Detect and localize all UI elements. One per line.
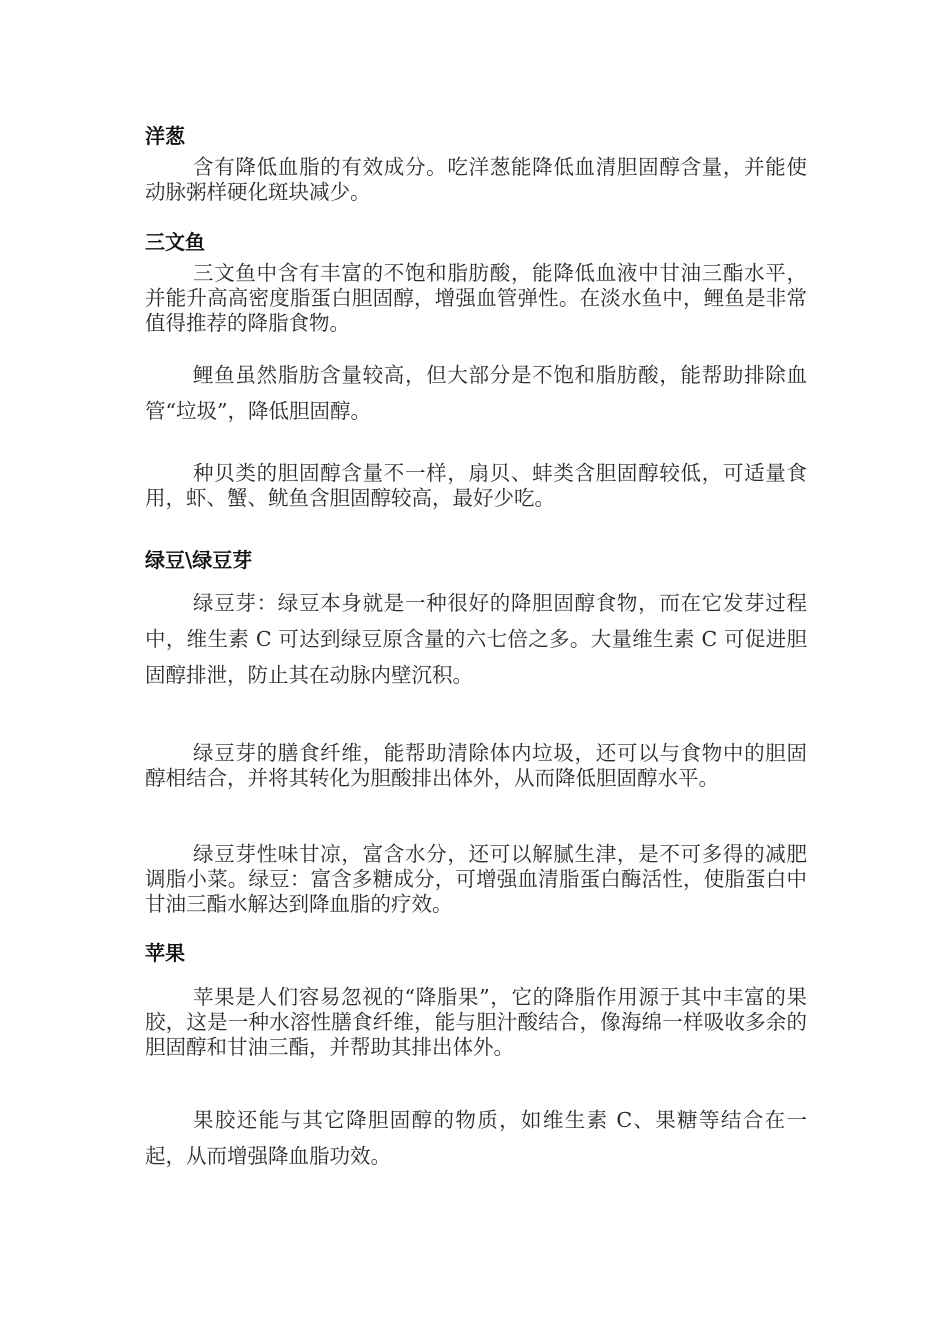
heading-onion: 洋葱 [145, 124, 185, 148]
heading-apple: 苹果 [145, 941, 185, 965]
paragraph-mungbean-1: 绿豆芽：绿豆本身就是一种很好的降胆固醇食物，而在它发芽过程中，维生素 C 可达到绿豆原含量的六七倍之多。大量维生素 C 可促进胆固醇排泄，防止其在动脉内壁沉积。 [145, 591, 807, 687]
paragraph-mungbean-2: 绿豆芽的膳食纤维，能帮助清除体内垃圾，还可以与食物中的胆固醇相结合，并将其转化为胆酸排出体外，从而降低胆固醇水平。 [145, 741, 807, 790]
paragraph-onion-1: 含有降低血脂的有效成分。吃洋葱能降低血清胆固醇含量，并能使动脉粥样硬化斑块减少。 [145, 155, 807, 204]
paragraph-salmon-2: 鲤鱼虽然脂肪含量较高，但大部分是不饱和脂肪酸，能帮助排除血管“垃圾”，降低胆固醇。 [145, 363, 807, 423]
heading-mungbean: 绿豆\绿豆芽 [145, 548, 253, 572]
paragraph-mungbean-3: 绿豆芽性味甘凉，富含水分，还可以解腻生津，是不可多得的减肥调脂小菜。绿豆：富含多糖成分，可增强血清脂蛋白酶活性，使脂蛋白中甘油三酯水解达到降血脂的疗效。 [145, 842, 807, 916]
heading-salmon: 三文鱼 [145, 230, 205, 254]
paragraph-salmon-1: 三文鱼中含有丰富的不饱和脂肪酸，能降低血液中甘油三酯水平，并能升高高密度脂蛋白胆固醇，增强血管弹性。在淡水鱼中，鲤鱼是非常值得推荐的降脂食物。 [145, 261, 807, 335]
paragraph-salmon-3: 种贝类的胆固醇含量不一样，扇贝、蚌类含胆固醇较低，可适量食用，虾、蟹、鱿鱼含胆固醇较高，最好少吃。 [145, 461, 807, 510]
paragraph-apple-2: 果胶还能与其它降胆固醇的物质，如维生素 C、果糖等结合在一起，从而增强降血脂功效。 [145, 1108, 807, 1168]
paragraph-apple-1: 苹果是人们容易忽视的“降脂果”，它的降脂作用源于其中丰富的果胶，这是一种水溶性膳食纤维，能与胆汁酸结合，像海绵一样吸收多余的胆固醇和甘油三酯，并帮助其排出体外。 [145, 985, 807, 1059]
